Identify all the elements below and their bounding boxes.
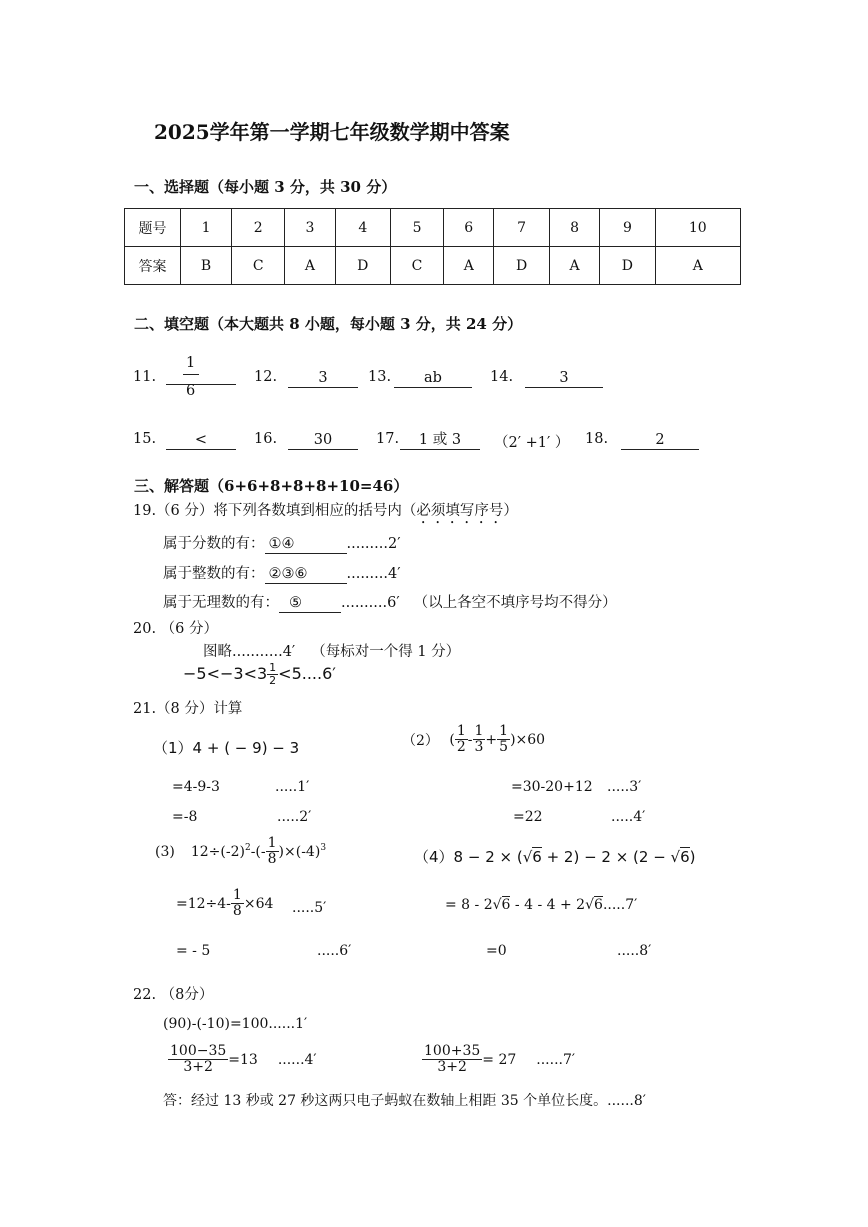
q12-label: 12. — [254, 369, 278, 385]
table-cell: A — [655, 247, 740, 285]
q21-part1-step1: =4-9-3 — [172, 779, 220, 795]
table-cell: D — [494, 247, 549, 285]
table-cell: A — [444, 247, 494, 285]
table-cell: 1 — [181, 209, 232, 247]
table-cell: 2 — [232, 209, 285, 247]
table-cell: A — [549, 247, 599, 285]
q21-part1-expression: （1）4 + ( − 9) − 3 — [153, 739, 300, 757]
q21-part2-expression: （2） ( $\frac{1}{2}$ - $\frac{1}{3}$ + $\frac{1}{5}$ )×60 — [402, 723, 546, 756]
q11-blank — [166, 354, 236, 385]
table-cell: 5 — [391, 209, 444, 247]
q19-line1: 属于分数的有： ①④ .........2′ — [163, 536, 401, 552]
q21-part1-score1: .....1′ — [275, 779, 310, 795]
q19-fraction-answer: ①④ — [265, 535, 347, 554]
table-cell: 9 — [600, 209, 655, 247]
q15-answer: < — [166, 431, 236, 450]
q14-label: 14. — [490, 369, 514, 385]
q22-step1: $\frac{100-35}{3+2}$ =13 ......4′ — [170, 1043, 317, 1076]
section2-heading: 二、填空题（本大题共 8 小题，每小题 3 分，共 24 分） — [134, 315, 523, 333]
table-cell: D — [600, 247, 655, 285]
q11-fraction-bar — [183, 374, 199, 375]
q22-line1: (90)-(-10)=100......1′ — [163, 1016, 308, 1032]
table-cell: A — [285, 247, 335, 285]
q21-part1-score2: .....2′ — [277, 809, 312, 825]
q13-label: 13. — [368, 369, 392, 385]
q17-label: 17. — [376, 431, 400, 447]
answer-table — [124, 208, 741, 285]
q15-label: 15. — [133, 431, 157, 447]
q19-integer-answer: ②③⑥ — [265, 565, 347, 584]
q19-intro: 19.（6 分）将下列各数填到相应的括号内（必须填写序号） — [133, 503, 518, 519]
q17-answer: 1 或 3 — [400, 431, 480, 450]
q22-label: 22. （8分） — [133, 987, 214, 1003]
q19-emphasis: 必须填写序号 — [416, 503, 504, 519]
q21-part4-expression: （4）8 − 2 × (√6 + 2) − 2 × (2 − √6) — [414, 848, 696, 866]
q16-label: 16. — [254, 431, 278, 447]
q19-line2: 属于整数的有： ②③⑥ .........4′ — [163, 566, 401, 582]
q21-part3-score1: .....5′ — [292, 900, 327, 916]
q19-line3: 属于无理数的有： ⑤ ..........6′ （以上各空不填序号均不得分） — [163, 595, 617, 611]
q20-label: 20. （6 分） — [133, 621, 219, 637]
q21-part2-score1: .....3′ — [607, 779, 642, 795]
row-header: 答案 — [125, 247, 181, 285]
page-title: 2025学年第一学期七年级数学期中答案 — [154, 120, 510, 144]
table-cell: C — [232, 247, 285, 285]
table-cell: C — [391, 247, 444, 285]
q21-part3-expression: (3) $12\div(-2)^2-(-$ $\frac{1}{8}$ )$\times(-4)^3$ — [155, 835, 327, 868]
q21-label: 21.（8 分）计算 — [133, 701, 243, 717]
q11-denominator: 6 — [186, 383, 196, 399]
q20-inequality: −5<−3<3 $\frac{1}{2}$ <5....6′ — [183, 661, 336, 688]
q22-step2: $\frac{100+35}{3+2}$ = 27 ......7′ — [424, 1043, 576, 1076]
q19-irrational-answer: ⑤ — [279, 594, 341, 613]
q21-part1-step2: =-8 — [172, 809, 198, 825]
table-cell: 3 — [285, 209, 335, 247]
q21-part3-score2: .....6′ — [317, 943, 352, 959]
q21-part3-step1: =12÷4- $\frac{1}{8}$ ×64 — [176, 887, 274, 920]
q11-numerator: 1 — [186, 355, 196, 371]
q18-answer: 2 — [621, 431, 699, 450]
table-cell: D — [335, 247, 390, 285]
q21-part4-score2: .....8′ — [617, 943, 652, 959]
q17-score-note: （2′ +1′ ） — [494, 435, 570, 451]
table-cell: 10 — [655, 209, 740, 247]
table-cell: 4 — [335, 209, 390, 247]
q20-line1: 图略...........4′ （每标对一个得 1 分） — [203, 644, 461, 660]
table-cell: B — [181, 247, 232, 285]
section3-heading: 三、解答题（6+6+8+8+8+10=46） — [134, 477, 409, 495]
q21-part4-step1: = 8 - 2√6 - 4 - 4 + 2√6.....7′ — [445, 897, 638, 913]
table-cell: 8 — [549, 209, 599, 247]
section1-heading: 一、选择题（每小题 3 分，共 30 分） — [134, 178, 397, 196]
q14-answer: 3 — [525, 369, 603, 388]
q12-answer: 3 — [288, 369, 358, 388]
row-header: 题号 — [125, 209, 181, 247]
q16-answer: 30 — [288, 431, 358, 450]
q21-part3-step2: = - 5 — [176, 943, 211, 959]
table-row — [125, 209, 741, 247]
q18-label: 18. — [585, 431, 609, 447]
q21-part4-step2: =0 — [486, 943, 507, 959]
q13-answer: ab — [394, 369, 472, 388]
table-cell: 7 — [494, 209, 549, 247]
q11-label: 11. — [133, 369, 157, 385]
q21-part2-step1: =30-20+12 — [511, 779, 593, 795]
table-row — [125, 247, 741, 285]
table-cell: 6 — [444, 209, 494, 247]
q21-part2-score2: .....4′ — [611, 809, 646, 825]
q21-part2-step2: =22 — [513, 809, 543, 825]
q22-conclusion: 答：经过 13 秒或 27 秒这两只电子蚂蚁在数轴上相距 35 个单位长度。......8′ — [163, 1093, 646, 1109]
